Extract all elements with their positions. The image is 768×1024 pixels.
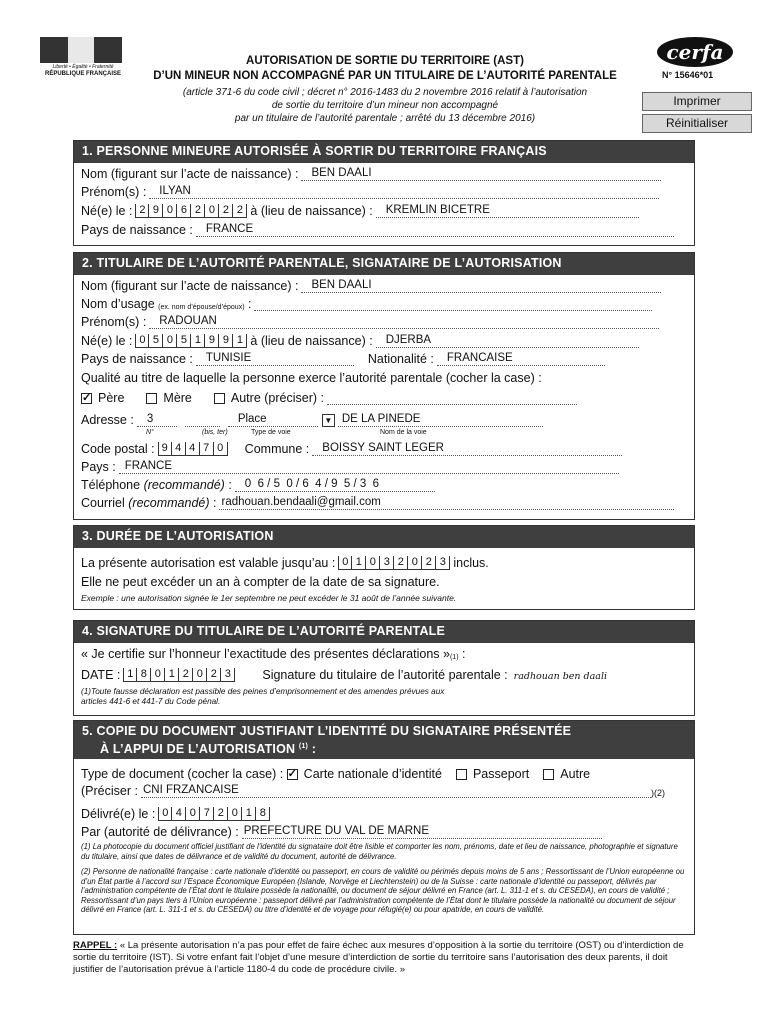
phone-field[interactable]: 0 6 / 5 0 / 6 4 / 9 5 / 3 6 [235,478,435,492]
digit-box[interactable]: 3 [436,556,450,569]
form-title-line2: D’UN MINEUR NON ACCOMPAGNÉ PAR UN TITULAIRE DE L’AUTORITÉ PARENTALE [153,70,617,82]
label: Père [98,391,125,405]
label: Carte nationale d’identité [303,767,442,781]
label: Commune : [244,442,310,456]
digit-box[interactable]: 0 [366,556,380,569]
issue-date-field[interactable] [158,807,270,821]
logo-devise: Liberté • Égalité • Fraternité [52,64,114,70]
section-title: 5. COPIE DU DOCUMENT JUSTIFIANT L’IDENTITÉ DU SIGNATAIRE PRÉSENTÉE À L’APPUI DE L’AUTORISATION $^{(1)}$ : [74,721,694,759]
digit-box[interactable]: 1 [191,334,205,347]
label: Mère [163,391,192,405]
label: DATE : [81,668,121,682]
digit-box[interactable]: 2 [135,204,149,217]
section-title: 1. PERSONNE MINEURE AUTORISÉE À SORTIR DU TERRITOIRE FRANÇAIS [74,141,694,163]
digit-box[interactable]: 0 [408,556,422,569]
label: Code postal : [81,442,155,456]
parent-birthdate-field[interactable] [135,334,247,348]
section-minor [73,140,695,246]
label: Autre [560,767,591,781]
parent-birthplace-field[interactable]: DJERBA [376,334,639,348]
digit-box[interactable]: 6 [177,204,191,217]
minor-birthcountry-field[interactable]: FRANCE [196,223,674,237]
form-title: AUTORISATION DE SORTIE DU TERRITOIRE (AST) [246,55,524,67]
digit-box[interactable]: 2 [394,556,408,569]
label: Né(e) le : [81,334,133,348]
address-number-field[interactable]: 3 [137,413,177,427]
digit-box[interactable]: 1 [123,668,137,681]
footnote-ref: )(2) [650,788,665,798]
label: Adresse : [81,413,134,427]
signature-footnote: (1)Toute fausse déclaration est passible des peines d’emprisonnement et des amendes prévues aux articles 441-6 et 441-7 du Code pénal. [81,687,445,706]
section-title: 2. TITULAIRE DE L’AUTORITÉ PARENTALE, SIGNATAIRE DE L’AUTORISATION [74,253,694,275]
digit-box[interactable]: 2 [207,668,221,681]
cerfa-logo: cerfa [657,37,733,67]
rappel-notice: RAPPEL : « La présente autorisation n’a pas pour effet de faire échec aux mesures d’opposition à la sortie du territoire (OST) ou d’interdiction de sortie du territoire (IST). Si votre enfant fait l’objet d’une mesure d’interdiction de sortie du territoire sans l’autorisation des deux parents, il doit justifier de l’autorisation prévue à l’article 1180-4 du code de procédure civile. » [73,940,684,975]
label: Type de document (cocher la case) : [81,767,284,781]
logo-republique: RÉPUBLIQUE FRANÇAISE [44,71,121,77]
digit-box[interactable]: 4 [186,442,200,455]
email-field[interactable]: radhouan.bendaali@gmail.com [219,496,674,510]
digit-box[interactable]: 2 [219,204,233,217]
footnote-1: (1) La photocopie du document officiel justifiant de l’identité du signataire doit être lisible et comporter les nom, prénoms, date et lieu de naissance, photographie et signature du titulaire, ainsi que dates de délivrance et de validité du document, autorité de délivrance. [81,842,678,861]
digit-box[interactable]: 0 [163,334,177,347]
address-bis-field[interactable] [185,413,220,427]
cerfa-number: N° 15646*01 [662,70,714,80]
label: Pays de naissance : [81,223,193,237]
hint: Type de voie [251,429,291,436]
minor-birthplace-field[interactable]: KREMLIN BICETRE [376,204,639,218]
label: Délivré(e) le : [81,807,156,821]
dropdown-arrow-icon[interactable]: ▼ [322,414,335,427]
parent-usage-name-field[interactable] [254,297,652,311]
label: Nom (figurant sur l’acte de naissance) : [81,279,299,293]
parent-country-field[interactable]: FRANCE [119,460,619,474]
minor-lastname-field[interactable]: BEN DAALI [301,167,661,181]
label: Pays : [81,460,116,474]
digit-box[interactable]: 3 [380,556,394,569]
digit-box[interactable]: 9 [158,442,172,455]
postal-code-field[interactable] [158,442,228,456]
section-signature: 4. SIGNATURE DU TITULAIRE DE L’AUTORITÉ PARENTALE « Je certifie sur l’honneur l’exactitude des présentes déclarations » $_{(1)}$ : DATE : 1 8 0 1 2 0 2 3 Signature du titulaire de l’autorité parentale : radhouan ben daali (1)Toute fausse déclaration est passible des peines d’emprisonnement et des amendes prévues aux articles 441-6 et 441-7 du Code pénal. [73,620,695,716]
digit-box[interactable]: 5 [177,334,191,347]
address-type-voie-field[interactable]: Place [228,413,318,427]
section-parent: 2. TITULAIRE DE L’AUTORITÉ PARENTALE, SIGNATAIRE DE L’AUTORISATION Nom (figurant sur l’acte de naissance) : BEN DAALI Nom d’usage (ex. nom d’épouse/d’époux) : Prénom(s) : RADOUAN Né(e) le : 0 5 0 5 1 9 9 1 à (lieu de naissance) : DJERBA Pays de naissance : TUNISIE Nationalité : FRANCAISE Qualité au titre de laquelle la personne exerce l’autorité parentale (cocher la case) : ✓ Père Mère Autre (préciser) : Adresse : 3 Place ▼ DE LA PINEDE N° (bis, ter) Type de voie Nom de la voie Code postal : 9 4 4 7 0 Commune : BOISSY SAINT LEGER Pays : FRANCE Téléphone (recommandé) : 0 6 / 5 0 / 6 4 / 9 5 / 3 6 Courriel (recommandé) : radhouan.bendaali@gmail.com [73,252,695,520]
hint: (ex. nom d’épouse/d’époux) [158,304,245,311]
label: (Préciser : [81,784,138,798]
commune-field[interactable]: BOISSY SAINT LEGER [312,442,622,456]
digit-box[interactable]: 2 [214,807,228,820]
section-identity-document [73,720,695,935]
label: Né(e) le : [81,204,133,218]
digit-box[interactable]: 8 [256,807,270,820]
digit-box[interactable]: 7 [200,807,214,820]
digit-box[interactable]: 2 [422,556,436,569]
digit-box[interactable]: 5 [149,334,163,347]
label: Nom d’usage [81,297,155,311]
digit-box[interactable]: 0 [158,807,172,820]
digit-box[interactable]: 1 [242,807,256,820]
digit-box[interactable]: 0 [338,556,352,569]
validity-date-field[interactable] [338,556,450,570]
digit-box[interactable]: 0 [214,442,228,455]
digit-box[interactable]: 9 [219,334,233,347]
signature-field[interactable]: radhouan ben daali [513,671,608,682]
label: Passeport [472,767,530,781]
checkbox-passeport[interactable] [456,769,467,780]
label: Nom (figurant sur l’acte de naissance) : [81,167,299,181]
hint: Nom de la voie [380,429,427,436]
footnote-ref: (1) [449,654,459,661]
digit-box[interactable]: 0 [193,668,207,681]
label: Par (autorité de délivrance) : [81,825,239,839]
section-title: 3. DURÉE DE L’AUTORISATION [74,526,694,548]
duration-rule: Elle ne peut excéder un an à compter de la date de sa signature. [81,575,440,589]
parent-firstname-field[interactable]: RADOUAN [149,315,659,329]
signature-date-field[interactable] [123,668,235,682]
checkbox-autre[interactable] [214,393,225,404]
address-street-field[interactable]: DE LA PINEDE [338,413,543,427]
issuing-authority-field[interactable]: PREFECTURE DU VAL DE MARNE [242,825,602,839]
label: Prénom(s) : [81,315,147,329]
digit-box[interactable]: 7 [200,442,214,455]
label: La présente autorisation est valable jusqu’au : [81,556,336,570]
minor-birthdate-field[interactable] [135,204,247,218]
label: « Je certifie sur l’honneur l’exactitude des présentes déclarations » [81,647,450,661]
label: à (lieu de naissance) : [250,204,373,218]
hint: (bis, ter) [202,429,228,436]
label: Signature du titulaire de l’autorité parentale : [262,668,508,682]
digit-box[interactable]: 0 [228,807,242,820]
label: Autre (préciser) : [230,391,324,405]
minor-firstname-field[interactable]: ILYAN [149,185,659,199]
label: Prénom(s) : [81,185,147,199]
checkbox-autre-doc[interactable] [543,769,554,780]
label: inclus. [453,556,489,570]
duration-example: Exemple : une autorisation signée le 1er septembre ne peut excéder le 31 août de l’année suivante. [81,593,457,603]
digit-box[interactable]: 0 [163,204,177,217]
digit-box[interactable]: 9 [149,204,163,217]
digit-box[interactable]: 4 [172,442,186,455]
label: Pays de naissance : [81,352,193,366]
parent-lastname-field[interactable]: BEN DAALI [301,279,661,293]
digit-box[interactable]: 2 [191,204,205,217]
label: Nationalité : [367,352,434,366]
parent-nationality-field[interactable]: FRANCAISE [437,352,605,366]
digit-box[interactable]: 0 [205,204,219,217]
label: à (lieu de naissance) : [250,334,373,348]
digit-box[interactable]: 2 [233,204,247,217]
print-button[interactable]: Imprimer [642,92,752,111]
qualite-autre-field[interactable] [327,391,577,405]
digit-box[interactable]: 8 [137,668,151,681]
footnote-2: (2) Personne de nationalité française : carte nationale d’identité ou passeport, en cours de validité ou périmés depuis moins de 5 ans ; Ressortissant de l’Union européenne ou d’un État partie à l’accord sur l’Espace Économique Européen (Islande, Norvège et Liechtenstein) ou de la Suisse : carte nationale d’identité ou passeport, délivrés par l’administration compétente de l’État dont le titulaire possède la nationalité, ou document de séjour délivré en France (art. L. 311-1 et s. du CESEDA), en cours de validité ; Ressortissant d’un pays tiers à l’Union européenne : passeport délivré par l’administration compétente de l’État dont le titulaire possède la nationalité ou document de séjour délivré en France (art. L. 311-1 et s. du CESEDA) ou titre d’identité et de voyage pour réfugié(e) ou pour apatride, en cours de validité. [81,867,685,914]
digit-box[interactable]: 2 [179,668,193,681]
digit-box[interactable]: 1 [233,334,247,347]
digit-box[interactable]: 3 [221,668,235,681]
parent-birthcountry-field[interactable]: TUNISIE [196,352,354,366]
digit-box[interactable]: 0 [186,807,200,820]
checkbox-mere[interactable] [146,393,157,404]
form-subtitle: (article 371-6 du code civil ; décret n° 2016-1483 du 2 novembre 2016 relatif à l’autorisation de sortie du territoire d’un mineur non accompagné par un titulaire de l’autorité parentale ; arrêté du 13 décembre 2016) [182,87,588,124]
digit-box[interactable]: 4 [172,807,186,820]
section-duration [73,525,695,610]
republique-francaise-logo [38,37,124,83]
digit-box[interactable]: 1 [352,556,366,569]
hint: N° [146,429,154,436]
qualite-label: Qualité au titre de laquelle la personne exerce l’autorité parentale (cocher la case) : [81,371,542,385]
digit-box[interactable]: 1 [165,668,179,681]
document-precision-field[interactable]: CNI FRZANCAISE [141,784,651,798]
section-title: 4. SIGNATURE DU TITULAIRE DE L’AUTORITÉ PARENTALE [74,621,694,643]
digit-box[interactable]: 0 [135,334,149,347]
checkbox-cni-checked[interactable]: ✓ [287,768,297,780]
checkbox-pere-checked[interactable]: ✓ [82,392,92,404]
digit-box[interactable]: 9 [205,334,219,347]
digit-box[interactable]: 0 [151,668,165,681]
reset-button[interactable]: Réinitialiser [642,114,752,133]
